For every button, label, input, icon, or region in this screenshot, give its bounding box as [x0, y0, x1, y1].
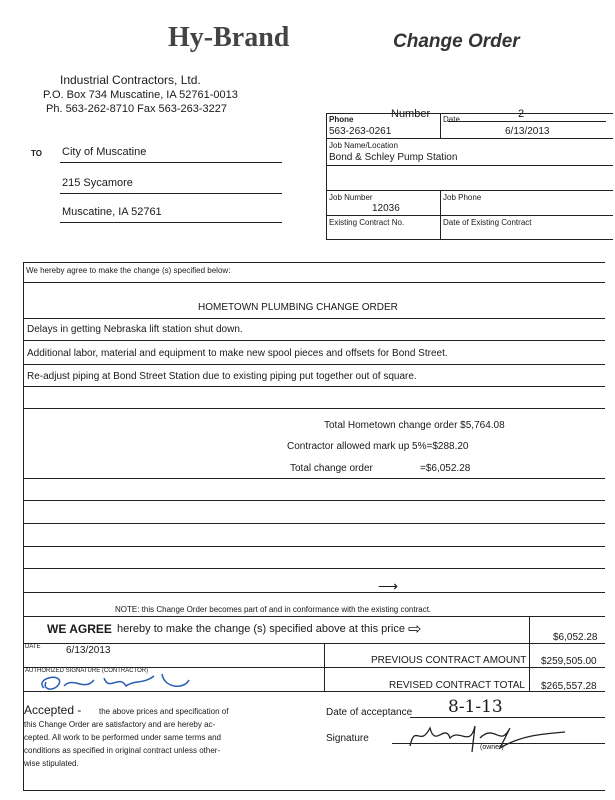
arrow-icon: ⟶ [378, 578, 399, 594]
accepted-text-3: cepted. All work to be performed under same terms and [24, 733, 221, 742]
job-name-value: Bond & Schley Pump Station [329, 152, 458, 163]
change-line-1: Delays in getting Nebraska lift station shut down. [27, 324, 243, 335]
we-agree-text: hereby to make the change (s) specified above at this price [117, 623, 405, 635]
company-name: Industrial Contractors, Ltd. [60, 73, 201, 87]
number-value: 2 [518, 108, 525, 120]
prev-contract-value: $259,505.00 [541, 656, 597, 667]
authorized-signature-label: AUTHORIZED SIGNATURE (CONTRACTOR) [25, 668, 149, 674]
total-hometown: Total Hometown change order $5,764.08 [324, 420, 505, 431]
acceptance-date-label: Date of acceptance [326, 707, 413, 718]
we-agree: WE AGREE [47, 622, 112, 636]
accepted-text-4: conditions as specified in original contract unless other- [24, 746, 221, 755]
change-line-2: Additional labor, material and equipment to make new spool pieces and offsets for Bond Street. [27, 348, 448, 359]
to-line2: 215 Sycamore [62, 177, 133, 189]
change-line-3: Re-adjust piping at Bond Street Station due to existing piping put together out of square. [27, 371, 417, 382]
number-label: Number [391, 108, 431, 120]
existing-date-label: Date of Existing Contract [443, 218, 532, 227]
date-value-footer: 6/13/2013 [66, 645, 111, 656]
company-phones: Ph. 563-262-8710 Fax 563-263-3227 [46, 103, 228, 115]
to-line3: Muscatine, IA 52761 [62, 206, 162, 218]
existing-contract-label: Existing Contract No. [329, 218, 405, 227]
total-change-label: Total change order [290, 463, 373, 474]
job-phone-label: Job Phone [443, 193, 482, 202]
phone-label: Phone [329, 115, 354, 124]
date-label: Date [443, 115, 460, 124]
accepted-text-5: wise stipulated. [24, 759, 79, 768]
price-value: $6,052.28 [553, 632, 598, 643]
date-label-footer: DATE [25, 644, 41, 650]
accepted-text-1: the above prices and specification of [99, 707, 229, 716]
signature-label: Signature [326, 733, 369, 744]
revised-contract-label: REVISED CONTRACT TOTAL [389, 680, 525, 691]
intro-text: We hereby agree to make the change (s) specified below: [26, 266, 231, 275]
phone-value: 563-263-0261 [329, 126, 392, 137]
revised-contract-value: $265,557.28 [541, 681, 597, 692]
to-label: TO [31, 149, 42, 158]
date-value: 6/13/2013 [505, 126, 550, 137]
markup: Contractor allowed mark up 5%=$288.20 [287, 441, 469, 452]
change-heading: HOMETOWN PLUMBING CHANGE ORDER [198, 302, 398, 313]
company-address: P.O. Box 734 Muscatine, IA 52761-0013 [43, 89, 238, 101]
accepted-text-2: this Change Order are satisfactory and are hereby ac- [24, 720, 216, 729]
accepted-label: Accepted - [24, 703, 82, 717]
job-name-label: Job Name/Location [329, 141, 398, 150]
job-number-label: Job Number [329, 193, 373, 202]
job-number-value: 12036 [372, 203, 400, 214]
owner-label: (owner) [480, 744, 504, 751]
note-text: NOTE: this Change Order becomes part of and in conformance with the existing contract. [115, 605, 432, 614]
to-line1: City of Muscatine [62, 146, 147, 158]
right-arrow-icon: ⇨ [408, 621, 422, 638]
acceptance-date-value: 8-1-13 [448, 697, 503, 717]
brand-logo: Hy-Brand [168, 22, 290, 53]
document-title: Change Order [393, 31, 520, 52]
prev-contract-label: PREVIOUS CONTRACT AMOUNT [371, 655, 527, 666]
total-change-value: =$6,052.28 [420, 463, 471, 474]
